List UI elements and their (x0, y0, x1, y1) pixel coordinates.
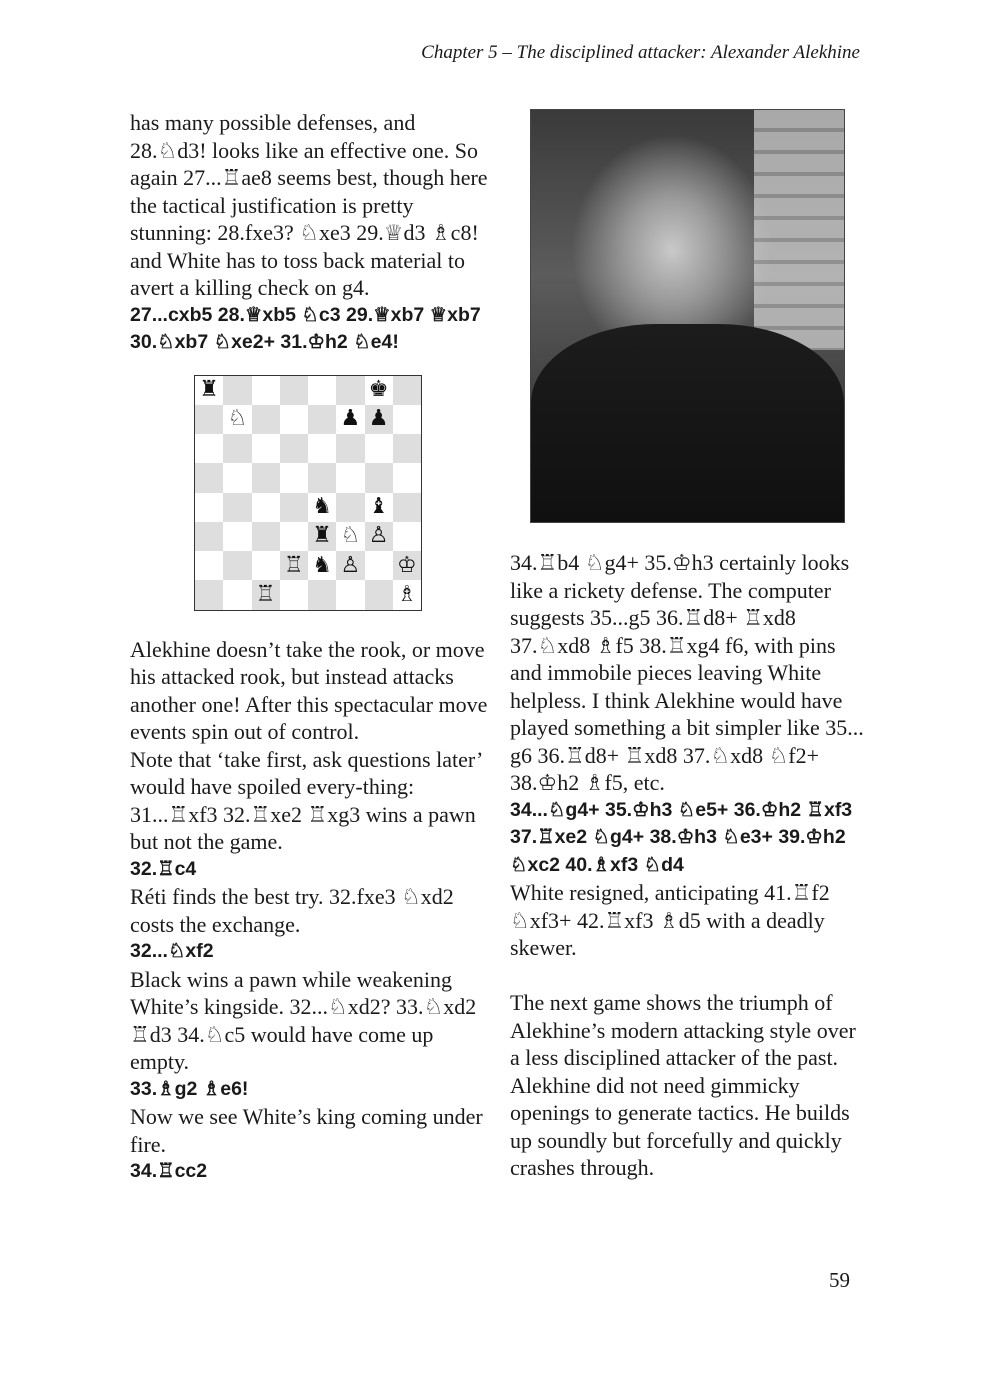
paragraph: Réti finds the best try. 32.fxe3 ♘xd2 costs the exchange. (130, 884, 454, 937)
paragraph: Note that ‘take first, ask questions later’ would have spoiled every-thing: 31...♖xf3 32.♖xe2 ♖xg3 wins a pawn but not the game. (130, 746, 482, 854)
board-square (336, 493, 364, 522)
chess-piece-icon: ♞ (312, 494, 332, 520)
board-square (280, 463, 308, 492)
board-square (223, 580, 251, 609)
board-square (223, 405, 251, 434)
move-line: 32...♘xf2 (130, 940, 214, 962)
chess-piece-icon: ♘ (227, 406, 248, 432)
board-square (308, 580, 336, 609)
board-square (280, 405, 308, 434)
board-square (365, 580, 393, 609)
photo-suit (531, 324, 844, 522)
chess-piece-icon: ♞ (312, 552, 332, 578)
board-square (280, 522, 308, 551)
board-square (393, 405, 421, 434)
board-square (393, 522, 421, 551)
paragraph: Now we see White’s king coming under fire. (130, 1104, 483, 1157)
board-square (280, 551, 308, 580)
paragraph-gap (510, 962, 870, 990)
chess-piece-icon: ♗ (397, 581, 417, 607)
board-square (223, 522, 251, 551)
paragraph: The next game shows the triumph of Alekhine’s modern attacking style over a less disciplined attacker of the past. Alekhine did not need gimmicky openings to generate tactics. He builds up soundly but forcefully and quickly crashes through. (510, 990, 856, 1180)
board-square (223, 551, 251, 580)
board-square (252, 405, 280, 434)
chess-piece-icon: ♝ (368, 494, 389, 520)
alekhine-photo (530, 109, 845, 523)
chess-piece-icon: ♙ (368, 523, 389, 549)
board-square (252, 376, 280, 405)
board-square (195, 522, 223, 551)
board-square (223, 463, 251, 492)
board-square (195, 463, 223, 492)
board-square (308, 376, 336, 405)
board-square (365, 522, 393, 551)
board-square (195, 405, 223, 434)
board-square (195, 493, 223, 522)
board-square (223, 493, 251, 522)
board-square (195, 376, 223, 405)
board-square (195, 551, 223, 580)
chess-piece-icon: ♟ (368, 406, 389, 432)
chess-piece-icon: ♘ (340, 523, 361, 549)
board-square (393, 434, 421, 463)
board-square (336, 405, 364, 434)
chess-piece-icon: ♟ (340, 406, 361, 432)
paragraph: Alekhine doesn’t take the rook, or move his attacked rook, but instead attacks another one! After this spectacular move events spin out of control. (130, 636, 488, 744)
board-square (195, 580, 223, 609)
move-line: 34...♘g4+ 35.♔h3 ♘e5+ 36.♔h2 ♖xf3 37.♖xe2 ♘g4+ 38.♔h3 ♘e3+ 39.♔h2 ♘xc2 40.♗xf3 ♘d4 (510, 798, 853, 876)
paragraph: has many possible defenses, and 28.♘d3! looks like an effective one. So again 27...♖ae8 seems best, though here the tactical justification is pretty stunning: 28.fxe3? ♘xe3 29.♕d3 ♗c8! and White has to toss back material to avert a killing check on g4. (130, 110, 488, 300)
board-square (308, 551, 336, 580)
board-square (365, 376, 393, 405)
paragraph: Black wins a pawn while weakening White’s kingside. 32...♘xd2? 33.♘xd2 ♖d3 34.♘c5 would have come up empty. (130, 966, 477, 1074)
board-square (252, 493, 280, 522)
chess-piece-icon: ♙ (340, 552, 361, 578)
board-square (252, 434, 280, 463)
board-square (280, 493, 308, 522)
board-square (223, 434, 251, 463)
chess-piece-icon: ♔ (397, 552, 417, 578)
board-square (252, 580, 280, 609)
photo-background-window (754, 110, 844, 350)
board-square (280, 376, 308, 405)
board-square (365, 463, 393, 492)
board-square (252, 463, 280, 492)
board-square (393, 463, 421, 492)
board-square (336, 463, 364, 492)
board-square (195, 434, 223, 463)
board-square (280, 580, 308, 609)
move-line: 27...cxb5 28.♕xb5 ♘c3 29.♕xb7 ♕xb7 30.♘xb7 ♘xe2+ 31.♔h2 ♘e4! (130, 303, 481, 353)
chess-diagram (194, 375, 422, 611)
chess-piece-icon: ♖ (255, 581, 276, 607)
board-square (336, 522, 364, 551)
chess-piece-icon: ♜ (199, 377, 219, 403)
board-square (252, 522, 280, 551)
board-square (252, 551, 280, 580)
board-square (393, 376, 421, 405)
board-square (308, 434, 336, 463)
board-square (393, 551, 421, 580)
board-square (393, 580, 421, 609)
board-square (308, 493, 336, 522)
paragraph: 34.♖b4 ♘g4+ 35.♔h3 certainly looks like a rickety defense. The computer suggests 35...g5 36.♖d8+ ♖xd8 37.♘xd8 ♗f5 38.♖xg4 f6, with pins and immobile pieces leaving White helpless. I think Alekhine would have played something a bit simpler like 35... g6 36.♖d8+ ♖xd8 37.♘xd8 ♘f2+ 38.♔h2 ♗f5, etc. (510, 550, 864, 795)
move-line: 32.♖c4 (130, 857, 197, 880)
board-square (365, 493, 393, 522)
board-square (365, 434, 393, 463)
move-line: 33.♗g2 ♗e6! (130, 1077, 249, 1100)
board-square (280, 434, 308, 463)
move-line: 34.♖cc2 (130, 1160, 208, 1182)
board-square (308, 463, 336, 492)
right-column (510, 549, 870, 1182)
board-square (336, 376, 364, 405)
page-number: 59 (829, 1268, 850, 1292)
chess-piece-icon: ♖ (284, 552, 304, 578)
board-square (223, 376, 251, 405)
paragraph: White resigned, anticipating 41.♖f2 ♘xf3+ 42.♖xf3 ♗d5 with a deadly skewer. (510, 880, 830, 960)
chess-piece-icon: ♜ (312, 523, 332, 549)
board-square (336, 434, 364, 463)
board-square (308, 522, 336, 551)
board-square (308, 405, 336, 434)
chess-piece-icon: ♚ (368, 377, 389, 403)
left-column (130, 109, 492, 1186)
board-square (365, 551, 393, 580)
board-square (336, 551, 364, 580)
board-square (336, 580, 364, 609)
board-square (365, 405, 393, 434)
board-square (393, 493, 421, 522)
running-header: Chapter 5 – The disciplined attacker: Alexander Alekhine (421, 42, 860, 63)
